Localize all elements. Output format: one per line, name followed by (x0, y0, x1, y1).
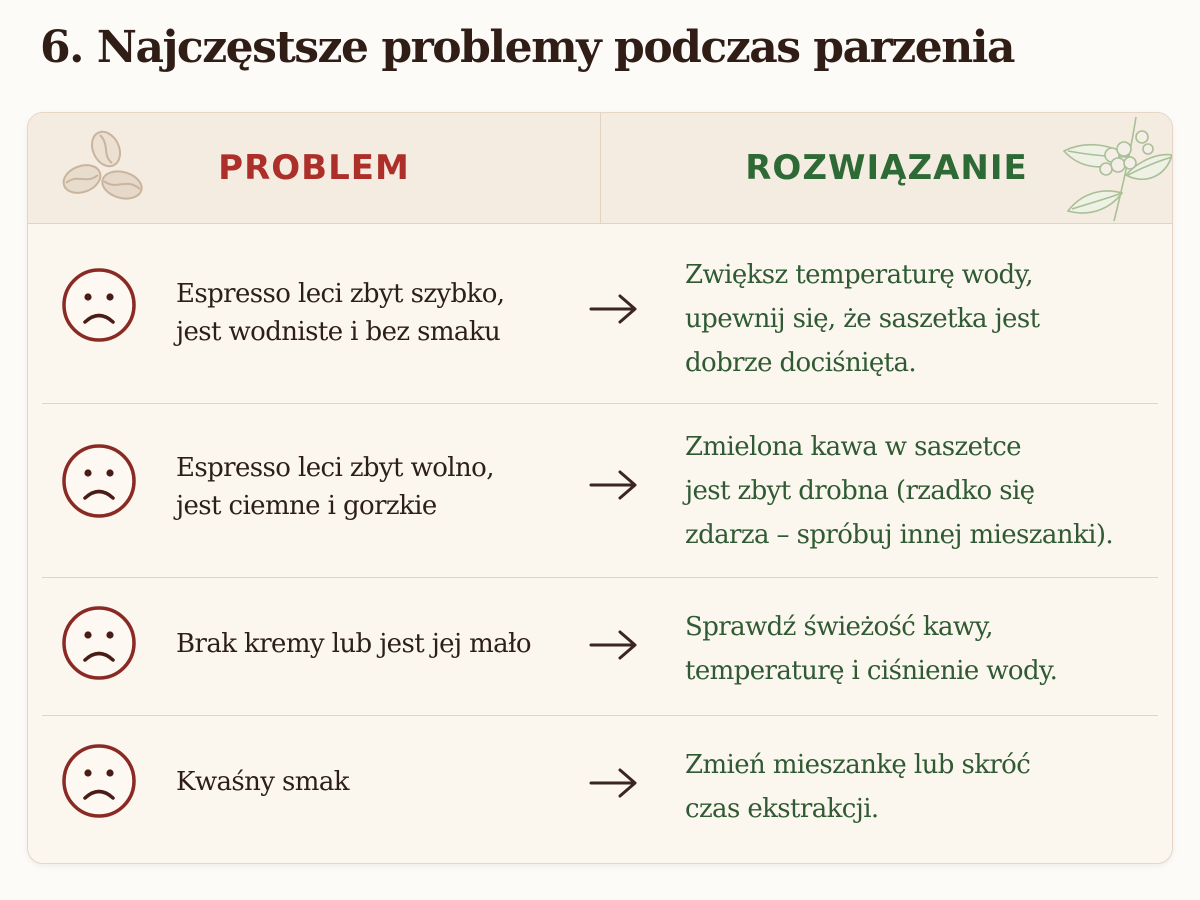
row-divider (42, 577, 1158, 578)
problem-text: Espresso leci zbyt wolno, jest ciemne i gorzkie (176, 453, 494, 521)
coffee-branch-icon (1060, 113, 1172, 223)
problem-text: Espresso leci zbyt szybko, jest wodniste i bez smaku (176, 279, 505, 347)
arrow-right-icon (588, 293, 640, 325)
page-title: 6. Najczęstsze problemy podczas parzenia (40, 22, 1014, 73)
solution-column-header: ROZWIĄZANIE (745, 148, 1028, 188)
solution-text: Zmielona kawa w saszetce jest zbyt drobna (rzadko się zdarza – spróbuj innej mieszanki). (685, 432, 1114, 550)
row-divider (42, 403, 1158, 404)
arrow-right-icon (588, 469, 640, 501)
sad-face-icon (61, 267, 137, 343)
solution-text: Zwiększ temperaturę wody, upewnij się, że saszetka jest dobrze dociśnięta. (685, 260, 1040, 378)
arrow-right-icon (588, 767, 640, 799)
problem-column-header: PROBLEM (218, 148, 410, 188)
row-divider (42, 715, 1158, 716)
problem-text: Kwaśny smak (176, 767, 349, 797)
solution-text: Sprawdź świeżość kawy, temperaturę i ciśnienie wody. (685, 612, 1058, 686)
sad-face-icon (61, 443, 137, 519)
problems-table (27, 112, 1173, 864)
problem-text: Brak kremy lub jest jej mało (176, 629, 531, 659)
table-header (28, 113, 1172, 224)
sad-face-icon (61, 743, 137, 819)
arrow-right-icon (588, 629, 640, 661)
sad-face-icon (61, 605, 137, 681)
solution-text: Zmień mieszankę lub skróć czas ekstrakcji. (685, 750, 1031, 824)
